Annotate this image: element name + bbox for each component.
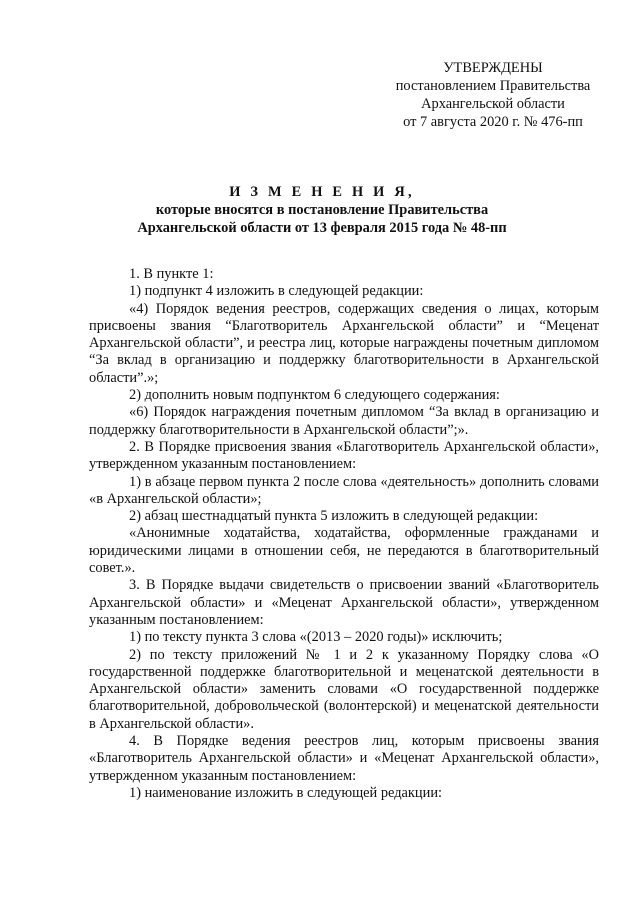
document-title	[80, 183, 564, 237]
paragraph: 2) абзац шестнадцатый пункта 5 изложить в следующей редакции:	[129, 508, 539, 525]
paragraph: 1) подпункт 4 изложить в следующей редакции:	[129, 283, 424, 300]
paragraph: 2) по тексту приложений № 1 и 2 к указанному Порядку слова «О государственной поддержке благотворительной и меценатской деятельности в Архангельской области» заменить словами «О государственной поддержке благотворительной, добровольческой (волонтерской) и меценатской деятельности в Архангельской области».	[89, 646, 599, 732]
paragraph: 1) в абзаце первом пункта 2 после слова «деятельность» дополнить словами «в Архангельской области»;	[89, 473, 599, 507]
title-subline: которые вносятся в постановление Правительства	[155, 202, 489, 218]
paragraph: «6) Порядок награждения почетным дипломом “За вклад в организацию и поддержку благотворительности в Архангельской области”;».	[89, 404, 599, 438]
paragraph: 3. В Порядке выдачи свидетельств о присвоении званий «Благотворитель Архангельской области» и «Меценат Архангельской области», утвержденном указанным постановлением:	[89, 577, 599, 628]
paragraph: «4) Порядок ведения реестров, содержащих сведения о лицах, которым присвоены звания “Благотворитель Архангельской области” и “Меценат Архангельской области”, и реестра лиц, которые награждены почетным дипломом “За вклад в организацию и поддержку благотворительности в Архангельской области”.»;	[89, 300, 599, 386]
approval-date: от 7 августа 2020 г. № 476-пп	[403, 114, 583, 130]
approval-line: Архангельской области	[421, 96, 565, 112]
approval-stamp	[378, 59, 608, 131]
paragraph: 1) по тексту пункта 3 слова «(2013 – 2020 годы)» исключить;	[129, 629, 503, 646]
paragraph: 2) дополнить новым подпунктом 6 следующего содержания:	[129, 387, 500, 404]
paragraph: 1) наименование изложить в следующей редакции:	[129, 784, 443, 801]
paragraph: «Анонимные ходатайства, ходатайства, оформленные гражданами и юридическими лицами в отношении себя, не передаются в благотворительный совет.».	[89, 525, 599, 577]
paragraph: 1. В пункте 1:	[129, 266, 214, 282]
paragraph: 2. В Порядке присвоения звания «Благотворитель Архангельской области», утвержденном указанным постановлением:	[89, 438, 599, 473]
document-body	[89, 266, 599, 802]
approval-line: постановлением Правительства	[395, 78, 591, 94]
title-heading: И З М Е Н Е Н И Я,	[229, 184, 415, 200]
title-subline: Архангельской области от 13 февраля 2015 года № 48-пп	[137, 220, 507, 236]
paragraph: 4. В Порядке ведения реестров лиц, которым присвоены звания «Благотворитель Архангельской области» и «Меценат Архангельской области», утвержденном указанным постановлением:	[89, 733, 599, 784]
approval-heading: УТВЕРЖДЕНЫ	[443, 60, 543, 76]
